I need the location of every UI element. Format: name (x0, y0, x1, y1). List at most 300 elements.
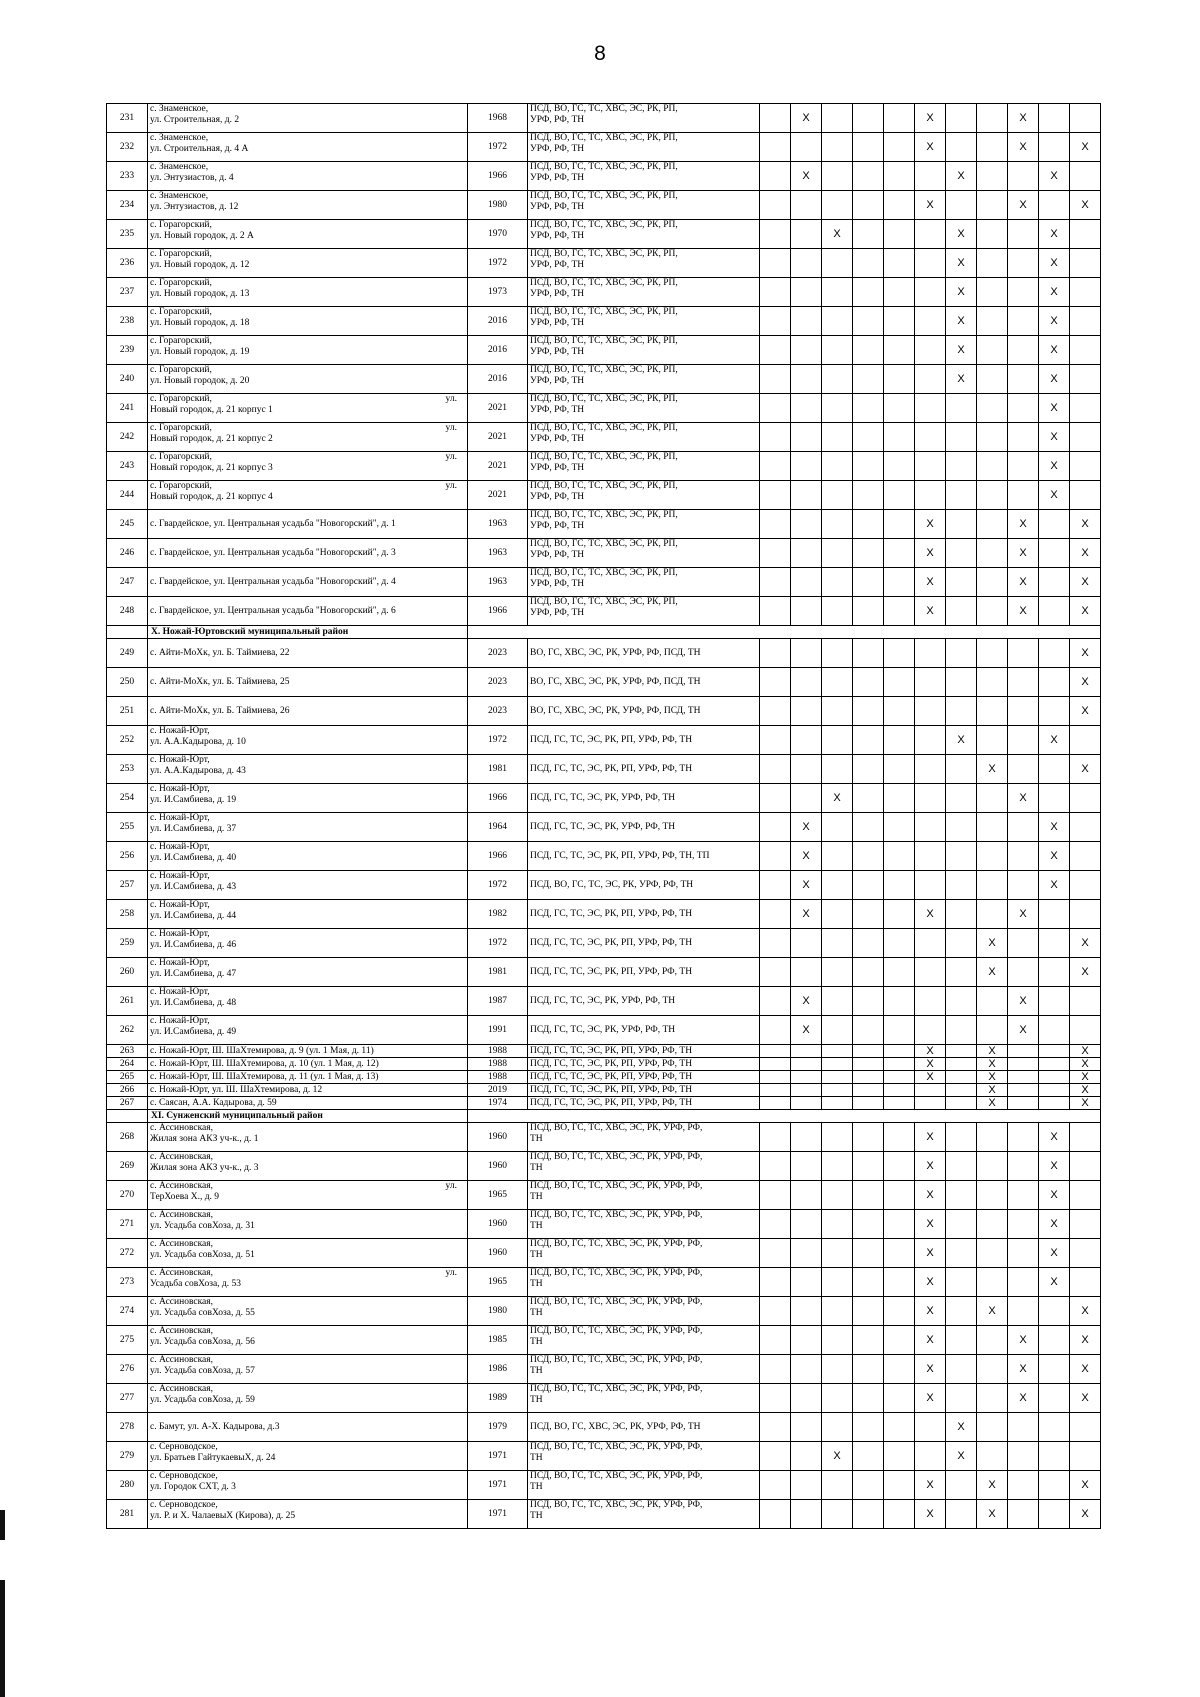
mark-cell-empty (1070, 104, 1101, 133)
row-number: 263 (107, 1045, 148, 1058)
mark-cell-empty (977, 1239, 1008, 1268)
mark-cell-x: X (1070, 929, 1101, 958)
mark-cell-empty (884, 1297, 915, 1326)
mark-cell-empty (884, 958, 915, 987)
mark-cell-empty (946, 1239, 977, 1268)
address-settlement: с. Горагорский, (150, 481, 212, 491)
table-row (107, 1471, 1101, 1500)
work-types-cell (528, 278, 760, 307)
address-cell: с. Ножай-Юрт, ул. Ш. ШаХтемирова, д. 12 (148, 1084, 468, 1097)
mark-cell-empty (822, 1152, 853, 1181)
mark-cell-empty (822, 871, 853, 900)
mark-cell-empty (884, 1016, 915, 1045)
mark-cell-empty (791, 1097, 822, 1110)
mark-cell-empty (1070, 336, 1101, 365)
mark-cell-empty (884, 336, 915, 365)
mark-cell-x: X (1070, 1500, 1101, 1529)
work-types-line: ПСД, ВО, ГС, ТС, ХВС, ЭС, РК, УРФ, РФ, (530, 1384, 703, 1394)
work-types-line: УРФ, РФ, ТН (530, 433, 585, 444)
address-street: ул. А.А.Кадырова, д. 10 (150, 736, 246, 747)
address-cell (148, 191, 468, 220)
mark-cell-empty (791, 1123, 822, 1152)
build-year: 2023 (468, 639, 528, 668)
work-types-line: ПСД, ГС, ТС, ЭС, РК, РП, УРФ, РФ, ТН (530, 1058, 693, 1069)
mark-cell-x: X (977, 929, 1008, 958)
address-cell: с. Ножай-Юрт, Ш. ШаХтемирова, д. 9 (ул. 1 Мая, д. 11) (148, 1045, 468, 1058)
address-street: ул. Новый городок, д. 18 (150, 317, 250, 328)
mark-cell-empty (946, 133, 977, 162)
work-types-cell (528, 452, 760, 481)
mark-cell-empty (946, 1071, 977, 1084)
row-number: 260 (107, 958, 148, 987)
work-types-line: ПСД, ВО, ГС, ТС, ХВС, ЭС, РК, РП, (530, 307, 678, 317)
mark-cell-x: X (1039, 1123, 1070, 1152)
mark-cell-empty (1008, 697, 1039, 726)
mark-cell-empty (977, 987, 1008, 1016)
address-settlement: с. Ассиновская, (150, 1384, 214, 1394)
mark-cell-empty (1039, 1471, 1070, 1500)
address-street: Жилая зона АКЗ уч-к., д. 3 (150, 1162, 259, 1173)
mark-cell-empty (977, 539, 1008, 568)
mark-cell-empty (977, 784, 1008, 813)
mark-cell-empty (1008, 755, 1039, 784)
mark-cell-empty (791, 336, 822, 365)
mark-cell-x: X (915, 1326, 946, 1355)
table-row (107, 452, 1101, 481)
work-types-cell (528, 1326, 760, 1355)
work-types-cell (528, 481, 760, 510)
mark-cell-x: X (915, 1471, 946, 1500)
address-settlement: с. Ножай-Юрт, (150, 726, 210, 736)
address-street: ул. Усадьба совХоза, д. 55 (150, 1307, 255, 1318)
mark-cell-empty (884, 1471, 915, 1500)
mark-cell-empty (946, 1045, 977, 1058)
mark-cell-empty (1070, 1442, 1101, 1471)
mark-cell-empty (915, 249, 946, 278)
work-types-line: ПСД, ВО, ГС, ТС, ХВС, ЭС, РК, РП, (530, 278, 678, 288)
mark-cell-empty (1039, 1084, 1070, 1097)
mark-cell-x: X (1039, 842, 1070, 871)
work-types-cell (528, 987, 760, 1016)
table-row (107, 1442, 1101, 1471)
mark-cell-empty (822, 1045, 853, 1058)
mark-cell-empty (822, 104, 853, 133)
mark-cell-empty (1039, 668, 1070, 697)
mark-cell-empty (853, 726, 884, 755)
mark-cell-empty (884, 668, 915, 697)
address-settlement: с. Ассиновская, (150, 1297, 214, 1307)
work-types-line: УРФ, РФ, ТН (530, 259, 585, 270)
mark-cell-x: X (1070, 1097, 1101, 1110)
build-year: 1972 (468, 929, 528, 958)
mark-cell-x: X (1039, 1181, 1070, 1210)
work-types-line: ПСД, ВО, ГС, ТС, ХВС, ЭС, РК, РП, (530, 336, 678, 346)
address-settlement: с. Знаменское, (150, 191, 209, 201)
work-types-cell (528, 697, 760, 726)
work-types-cell (528, 1442, 760, 1471)
address-cell (148, 423, 468, 452)
mark-cell-empty (822, 162, 853, 191)
mark-cell-empty (822, 568, 853, 597)
address-cell (148, 784, 468, 813)
work-types-line: УРФ, РФ, ТН (530, 549, 585, 560)
mark-cell-empty (884, 1097, 915, 1110)
mark-cell-empty (822, 249, 853, 278)
mark-cell-empty (977, 1442, 1008, 1471)
scan-edge-shadow (0, 1510, 5, 1540)
work-types-cell (528, 1071, 760, 1084)
row-number: 271 (107, 1210, 148, 1239)
mark-cell-empty (853, 220, 884, 249)
row-number: 247 (107, 568, 148, 597)
mark-cell-empty (884, 278, 915, 307)
build-year: 1960 (468, 1239, 528, 1268)
mark-cell-empty (760, 842, 791, 871)
address-street-prefix: ул. (445, 394, 457, 404)
mark-cell-empty (884, 1355, 915, 1384)
row-number: 258 (107, 900, 148, 929)
table-row (107, 842, 1101, 871)
mark-cell-empty (1008, 1071, 1039, 1084)
table-row (107, 1355, 1101, 1384)
mark-cell-empty (791, 1181, 822, 1210)
address-cell (148, 365, 468, 394)
table-row (107, 1097, 1101, 1110)
mark-cell-empty (822, 452, 853, 481)
build-year: 1963 (468, 539, 528, 568)
mark-cell-empty (915, 1097, 946, 1110)
row-number: 262 (107, 1016, 148, 1045)
mark-cell-empty (977, 249, 1008, 278)
work-types-cell (528, 1210, 760, 1239)
mark-cell-x: X (1070, 568, 1101, 597)
mark-cell-empty (1039, 568, 1070, 597)
work-types-line: ТН (530, 1133, 543, 1144)
work-types-line: ПСД, ГС, ТС, ЭС, РК, РП, УРФ, РФ, ТН (530, 1084, 693, 1095)
mark-cell-empty (760, 668, 791, 697)
mark-cell-empty (853, 162, 884, 191)
mark-cell-empty (853, 1045, 884, 1058)
address-cell (148, 755, 468, 784)
mark-cell-empty (853, 539, 884, 568)
address-street-prefix: ул. (445, 423, 457, 433)
address-cell (148, 1181, 468, 1210)
work-types-cell (528, 726, 760, 755)
mark-cell-x: X (1008, 1016, 1039, 1045)
mark-cell-empty (946, 1181, 977, 1210)
work-types-cell (528, 539, 760, 568)
address-settlement: с. Ассиновская, (150, 1239, 214, 1249)
mark-cell-empty (760, 1326, 791, 1355)
work-types-cell (528, 1123, 760, 1152)
mark-cell-empty (822, 755, 853, 784)
mark-cell-empty (822, 1210, 853, 1239)
work-types-line: ТН (530, 1510, 543, 1521)
build-year: 1963 (468, 510, 528, 539)
work-types-cell (528, 784, 760, 813)
mark-cell-empty (853, 191, 884, 220)
mark-cell-empty (977, 900, 1008, 929)
mark-cell-empty (1070, 987, 1101, 1016)
mark-cell-x: X (915, 1181, 946, 1210)
table-row (107, 191, 1101, 220)
mark-cell-empty (760, 539, 791, 568)
mark-cell-empty (946, 958, 977, 987)
mark-cell-empty (946, 1297, 977, 1326)
mark-cell-empty (946, 900, 977, 929)
table-row (107, 1152, 1101, 1181)
mark-cell-empty (1039, 539, 1070, 568)
mark-cell-empty (760, 929, 791, 958)
mark-cell-empty (1008, 929, 1039, 958)
mark-cell-empty (791, 1355, 822, 1384)
table-row (107, 1084, 1101, 1097)
table-row (107, 639, 1101, 668)
mark-cell-empty (760, 162, 791, 191)
address-settlement: с. Горагорский, (150, 307, 212, 317)
mark-cell-empty (791, 423, 822, 452)
mark-cell-x: X (1039, 249, 1070, 278)
mark-cell-empty (791, 668, 822, 697)
row-number: 256 (107, 842, 148, 871)
address-street: Жилая зона АКЗ уч-к., д. 1 (150, 1133, 259, 1144)
work-types-line: ПСД, ГС, ТС, ЭС, РК, РП, УРФ, РФ, ТН (530, 1097, 693, 1108)
mark-cell-empty (791, 1045, 822, 1058)
work-types-line: ТН (530, 1162, 543, 1173)
mark-cell-empty (1070, 842, 1101, 871)
mark-cell-empty (853, 1355, 884, 1384)
mark-cell-empty (977, 1181, 1008, 1210)
address-cell (148, 394, 468, 423)
mark-cell-empty (915, 813, 946, 842)
build-year: 1974 (468, 1097, 528, 1110)
mark-cell-empty (946, 394, 977, 423)
mark-cell-empty (1039, 1071, 1070, 1084)
mark-cell-x: X (822, 220, 853, 249)
mark-cell-empty (853, 1084, 884, 1097)
mark-cell-empty (1008, 1210, 1039, 1239)
mark-cell-empty (946, 697, 977, 726)
address-cell (148, 871, 468, 900)
mark-cell-empty (915, 365, 946, 394)
mark-cell-empty (1008, 1058, 1039, 1071)
mark-cell-empty (946, 452, 977, 481)
mark-cell-x: X (915, 133, 946, 162)
mark-cell-empty (760, 249, 791, 278)
mark-cell-empty (1039, 1442, 1070, 1471)
mark-cell-empty (760, 1123, 791, 1152)
work-types-line: ПСД, ВО, ГС, ТС, ХВС, ЭС, РК, РП, (530, 162, 678, 172)
mark-cell-x: X (1039, 365, 1070, 394)
mark-cell-empty (977, 842, 1008, 871)
mark-cell-empty (853, 510, 884, 539)
address-settlement: с. Знаменское, (150, 133, 209, 143)
mark-cell-empty (853, 1239, 884, 1268)
row-number: 232 (107, 133, 148, 162)
work-types-cell (528, 958, 760, 987)
mark-cell-empty (822, 1413, 853, 1442)
mark-cell-empty (915, 1084, 946, 1097)
mark-cell-empty (1039, 597, 1070, 626)
mark-cell-empty (946, 1084, 977, 1097)
work-types-line: УРФ, РФ, ТН (530, 607, 585, 618)
mark-cell-empty (884, 568, 915, 597)
row-number: 274 (107, 1297, 148, 1326)
address-cell (148, 336, 468, 365)
mark-cell-empty (1008, 639, 1039, 668)
mark-cell-empty (946, 842, 977, 871)
mark-cell-empty (977, 1268, 1008, 1297)
mark-cell-empty (822, 1071, 853, 1084)
address-settlement: с. Серноводское, (150, 1500, 218, 1510)
mark-cell-empty (760, 987, 791, 1016)
mark-cell-x: X (915, 191, 946, 220)
mark-cell-empty (1070, 423, 1101, 452)
mark-cell-empty (791, 1152, 822, 1181)
mark-cell-x: X (915, 1384, 946, 1413)
mark-cell-x: X (1008, 1384, 1039, 1413)
mark-cell-empty (853, 813, 884, 842)
mark-cell-empty (1070, 162, 1101, 191)
mark-cell-empty (1070, 1152, 1101, 1181)
address-settlement: с. Ассиновская, (150, 1123, 214, 1133)
address-cell: с. Гвардейское, ул. Центральная усадьба "Новогорский", д. 1 (148, 510, 468, 539)
work-types-cell (528, 1384, 760, 1413)
row-number: 250 (107, 668, 148, 697)
mark-cell-empty (791, 1326, 822, 1355)
build-year: 2019 (468, 1084, 528, 1097)
work-types-cell (528, 1355, 760, 1384)
mark-cell-empty (915, 336, 946, 365)
mark-cell-empty (822, 336, 853, 365)
mark-cell-x: X (1070, 639, 1101, 668)
mark-cell-empty (946, 568, 977, 597)
mark-cell-empty (915, 755, 946, 784)
mark-cell-empty (977, 162, 1008, 191)
mark-cell-x: X (946, 220, 977, 249)
mark-cell-empty (1039, 510, 1070, 539)
address-cell: с. Саясан, А.А. Кадырова, д. 59 (148, 1097, 468, 1110)
row-number: 265 (107, 1071, 148, 1084)
build-year: 2023 (468, 697, 528, 726)
address-settlement: с. Знаменское, (150, 162, 209, 172)
address-settlement: с. Горагорский, (150, 423, 212, 433)
row-number: 237 (107, 278, 148, 307)
work-types-line: ТН (530, 1365, 543, 1376)
mark-cell-empty (1008, 1500, 1039, 1529)
address-street: ул. А.А.Кадырова, д. 43 (150, 765, 246, 776)
mark-cell-x: X (1039, 871, 1070, 900)
mark-cell-empty (977, 1355, 1008, 1384)
mark-cell-empty (884, 249, 915, 278)
mark-cell-empty (853, 1500, 884, 1529)
address-street: ул. Энтузиастов, д. 4 (150, 172, 234, 183)
mark-cell-empty (1070, 278, 1101, 307)
mark-cell-empty (1008, 423, 1039, 452)
mark-cell-empty (822, 1058, 853, 1071)
work-types-line: ПСД, ВО, ГС, ХВС, ЭС, РК, УРФ, РФ, ТН (530, 1421, 701, 1432)
mark-cell-x: X (946, 365, 977, 394)
work-types-line: УРФ, РФ, ТН (530, 491, 585, 502)
address-street: ул. Строительная, д. 4 А (150, 143, 249, 154)
mark-cell-empty (853, 307, 884, 336)
mark-cell-empty (884, 1181, 915, 1210)
address-settlement: с. Ножай-Юрт, (150, 842, 210, 852)
build-year: 1988 (468, 1045, 528, 1058)
mark-cell-empty (884, 1442, 915, 1471)
mark-cell-empty (853, 452, 884, 481)
address-cell (148, 813, 468, 842)
mark-cell-empty (791, 133, 822, 162)
address-cell (148, 958, 468, 987)
mark-cell-x: X (915, 1500, 946, 1529)
table-row (107, 1239, 1101, 1268)
page-number: 8 (594, 42, 606, 65)
mark-cell-empty (884, 510, 915, 539)
mark-cell-empty (977, 639, 1008, 668)
work-types-line: ТН (530, 1249, 543, 1260)
address-cell (148, 726, 468, 755)
table-row (107, 1045, 1101, 1058)
table-row (107, 1123, 1101, 1152)
address-settlement: с. Ассиновская, (150, 1268, 214, 1278)
mark-cell-empty (1039, 1413, 1070, 1442)
mark-cell-empty (853, 987, 884, 1016)
address-cell: с. Ножай-Юрт, Ш. ШаХтемирова, д. 11 (ул. 1 Мая, д. 13) (148, 1071, 468, 1084)
mark-cell-empty (853, 1058, 884, 1071)
mark-cell-empty (1039, 697, 1070, 726)
mark-cell-empty (822, 510, 853, 539)
mark-cell-empty (853, 249, 884, 278)
mark-cell-empty (915, 871, 946, 900)
mark-cell-empty (791, 249, 822, 278)
mark-cell-empty (822, 278, 853, 307)
row-number: 259 (107, 929, 148, 958)
address-cell: с. Гвардейское, ул. Центральная усадьба "Новогорский", д. 3 (148, 539, 468, 568)
work-types-cell (528, 1058, 760, 1071)
address-street: ул. Новый городок, д. 20 (150, 375, 250, 386)
build-year: 1980 (468, 1297, 528, 1326)
mark-cell-empty (915, 784, 946, 813)
work-types-line: ПСД, ВО, ГС, ТС, ХВС, ЭС, РК, РП, (530, 220, 678, 230)
mark-cell-empty (1008, 1442, 1039, 1471)
mark-cell-empty (791, 452, 822, 481)
work-types-line: ПСД, ВО, ГС, ТС, ХВС, ЭС, РК, УРФ, РФ, (530, 1500, 703, 1510)
mark-cell-empty (760, 639, 791, 668)
mark-cell-empty (946, 1500, 977, 1529)
build-year: 1980 (468, 191, 528, 220)
work-types-line: ПСД, ГС, ТС, ЭС, РК, РП, УРФ, РФ, ТН (530, 763, 693, 774)
mark-cell-empty (1008, 1045, 1039, 1058)
build-year: 1979 (468, 1413, 528, 1442)
address-street: ул. Усадьба совХоза, д. 56 (150, 1336, 255, 1347)
table-row (107, 249, 1101, 278)
address-cell (148, 249, 468, 278)
mark-cell-empty (760, 871, 791, 900)
mark-cell-empty (791, 1384, 822, 1413)
mark-cell-x: X (1039, 452, 1070, 481)
mark-cell-empty (822, 133, 853, 162)
work-types-cell (528, 191, 760, 220)
work-types-cell (528, 423, 760, 452)
table-row (107, 1058, 1101, 1071)
mark-cell-empty (853, 784, 884, 813)
build-year: 2016 (468, 307, 528, 336)
mark-cell-empty (1008, 249, 1039, 278)
mark-cell-empty (946, 510, 977, 539)
section-header-row (107, 1110, 1101, 1123)
mark-cell-empty (853, 1384, 884, 1413)
